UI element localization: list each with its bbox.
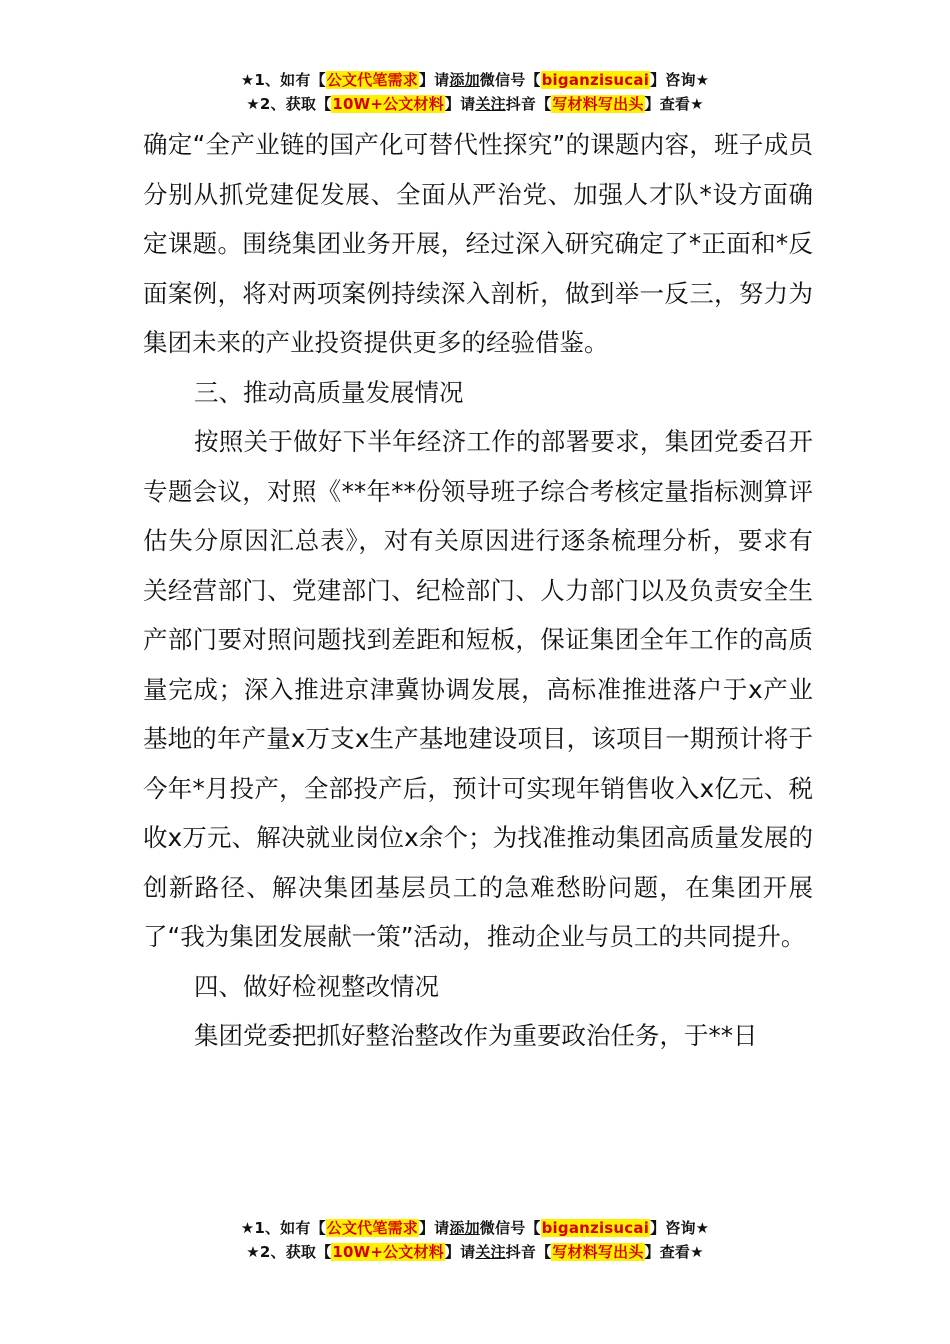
- paragraph-1: 确定“全产业链的国产化可替代性探究”的课题内容，班子成员分别从抓党建促发展、全面从严治党、加强人才队*设方面确定课题。围绕集团业务开展，经过深入研究确定了*正面和*反面案例，将对两项案例持续深入剖析，做到举一反三，努力为集团未来的产业投资提供更多的经验借鉴。: [143, 130, 813, 357]
- highlight-service: 公文代笔需求: [326, 71, 418, 89]
- paragraph-3: 集团党委把抓好整治整改作为重要政治任务，于**日: [194, 1021, 758, 1050]
- highlight-wechat-id: biganzisucai: [541, 71, 650, 89]
- document-body: [143, 120, 813, 1061]
- section-heading-4: 四、做好检视整改情况: [194, 971, 439, 1001]
- highlight-wechat-id: biganzisucai: [541, 1219, 650, 1237]
- banner-line-2: ★2、获取【10W+公文材料】请关注抖音【写材料写出头】查看★: [246, 1243, 704, 1261]
- highlight-douyin: 写材料写出头: [552, 95, 644, 113]
- paragraph-2: 按照关于做好下半年经济工作的部署要求，集团党委召开专题会议，对照《**年**份领导班子综合考核定量指标测算评估失分原因汇总表》，对有关原因进行逐条梳理分析，要求有关经营部门、党建部门、纪检部门、人力部门以及负责安全生产部门要对照问题找到差距和短板，保证集团全年工作的高质量完成；深入推进京津冀协调发展，高标准推进落户于x产业基地的年产量x万支x生产基地建设项目，该项目一期预计将于今年*月投产，全部投产后，预计可实现年销售收入x亿元、税收x万元、解决就业岗位x余个；为找准推动集团高质量发展的创新路径、解决集团基层员工的急难愁盼问题，在集团开展了“我为集团发展献一策”活动，推动企业与员工的共同提升。: [143, 427, 813, 951]
- highlight-materials: 10W+公文材料: [332, 1243, 444, 1261]
- highlight-douyin: 写材料写出头: [552, 1243, 644, 1261]
- header-banner: [0, 68, 950, 116]
- highlight-service: 公文代笔需求: [326, 1219, 418, 1237]
- footer-banner: [0, 1216, 950, 1264]
- section-heading-3: 三、推动高质量发展情况: [194, 377, 464, 407]
- banner-line-2: ★2、获取【10W+公文材料】请关注抖音【写材料写出头】查看★: [246, 95, 704, 113]
- banner-line-1: ★1、如有【公文代笔需求】请添加微信号【biganzisucai】咨询★: [240, 71, 710, 89]
- banner-line-1: ★1、如有【公文代笔需求】请添加微信号【biganzisucai】咨询★: [240, 1219, 710, 1237]
- highlight-materials: 10W+公文材料: [332, 95, 444, 113]
